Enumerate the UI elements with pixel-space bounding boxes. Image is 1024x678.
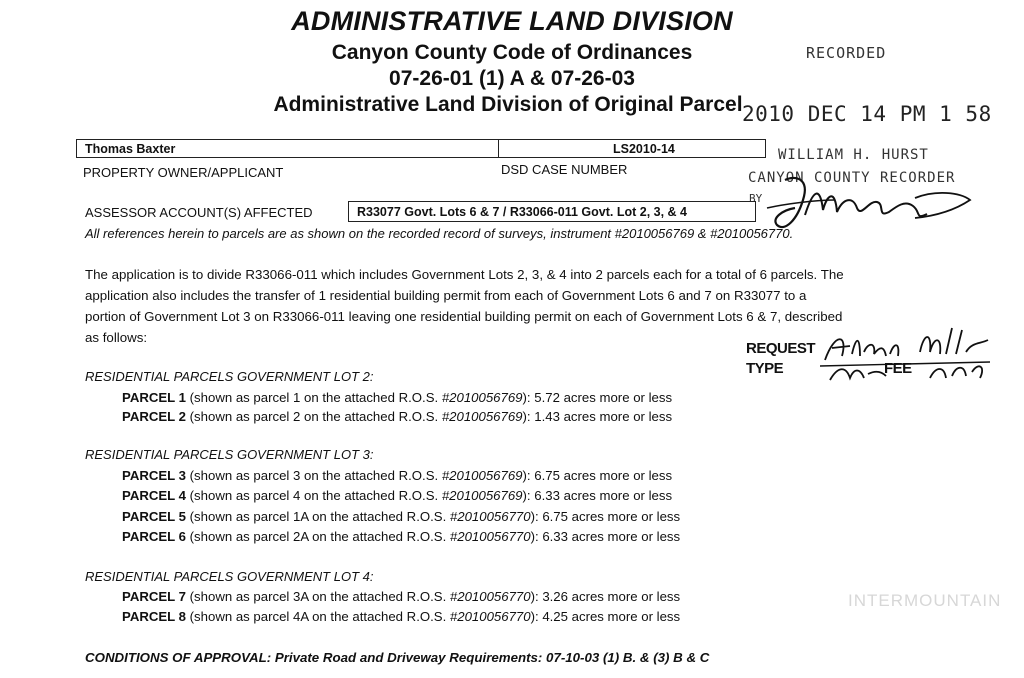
parcel-line xyxy=(122,390,672,405)
watermark-text: INTERMOUNTAIN xyxy=(848,591,1002,610)
section-heading-lot-2: RESIDENTIAL PARCELS GOVERNMENT LOT 2: xyxy=(85,369,374,384)
document-title: ADMINISTRATIVE LAND DIVISION xyxy=(291,6,733,36)
parcel-desc: (shown as parcel 2 on the attached R.O.S. xyxy=(186,409,442,424)
recorder-by-stamp: BY xyxy=(749,192,763,205)
parcel-ros: #2010056769 xyxy=(441,468,523,483)
parcel-line xyxy=(122,589,680,604)
parcel-name: PARCEL 2 xyxy=(122,409,186,424)
section-heading-lot-3: RESIDENTIAL PARCELS GOVERNMENT LOT 3: xyxy=(85,447,374,462)
owner-value: Thomas Baxter xyxy=(85,142,176,156)
parcel-line xyxy=(122,609,680,624)
parcel-line xyxy=(122,509,680,524)
case-number-value: LS2010-14 xyxy=(613,142,675,156)
parcel-desc: (shown as parcel 1A on the attached R.O.S. xyxy=(186,509,450,524)
subtitle-heading: Administrative Land Division of Original Parcel xyxy=(273,93,743,116)
request-handwriting-graphic xyxy=(820,322,995,386)
parcel-name: PARCEL 6 xyxy=(122,529,186,544)
ordinance-refs-heading: 07-26-01 (1) A & 07-26-03 xyxy=(389,67,635,90)
parcel-line xyxy=(122,529,680,544)
owner-label: PROPERTY OWNER/APPLICANT xyxy=(83,165,284,180)
recorder-name-stamp: WILLIAM H. HURST xyxy=(778,147,929,163)
parcel-ros: #2010056769 xyxy=(441,390,523,405)
parcel-ros: #2010056769 xyxy=(441,488,523,503)
references-note: All references herein to parcels are as shown on the recorded record of surveys, instrument #2010056769 & #2010056770. xyxy=(85,226,794,241)
recorder-signature-graphic xyxy=(765,170,980,240)
parcel-ros: #2010056770 xyxy=(449,509,531,524)
parcel-line xyxy=(122,488,672,503)
case-number-field-box xyxy=(498,139,766,158)
parcel-line xyxy=(122,468,672,483)
parcel-desc: (shown as parcel 2A on the attached R.O.S. xyxy=(186,529,450,544)
case-number-label: DSD CASE NUMBER xyxy=(501,162,628,177)
recorder-title-stamp: CANYON COUNTY RECORDER xyxy=(748,170,956,186)
assessor-accounts-box xyxy=(348,201,756,222)
parcel-acres: ): 6.33 acres more or less xyxy=(522,488,673,503)
application-line: The application is to divide R33066-011 which includes Government Lots 2, 3, & 4 into 2 parcels each for a total of 6 parcels. The xyxy=(85,267,844,282)
recorded-stamp: RECORDED xyxy=(806,44,887,62)
parcel-acres: ): 6.75 acres more or less xyxy=(522,468,673,483)
parcel-desc: (shown as parcel 4A on the attached R.O.S. xyxy=(186,609,450,624)
parcel-acres: ): 6.33 acres more or less xyxy=(530,529,681,544)
application-line: as follows: xyxy=(85,330,148,345)
application-line: application also includes the transfer of 1 residential building permit from each of Government Lots 6 and 7 on R33077 to a xyxy=(85,288,807,303)
owner-field-box xyxy=(76,139,499,158)
parcel-ros: #2010056770 xyxy=(449,589,531,604)
parcel-acres: ): 3.26 acres more or less xyxy=(530,589,681,604)
assessor-accounts-value: R33077 Govt. Lots 6 & 7 / R33066-011 Govt. Lot 2, 3, & 4 xyxy=(357,205,687,219)
parcel-desc: (shown as parcel 3A on the attached R.O.S. xyxy=(186,589,450,604)
parcel-name: PARCEL 7 xyxy=(122,589,186,604)
request-stamp-label: REQUEST xyxy=(746,340,816,357)
parcel-name: PARCEL 3 xyxy=(122,468,186,483)
parcel-acres: ): 4.25 acres more or less xyxy=(530,609,681,624)
type-stamp-label: TYPE xyxy=(746,360,784,377)
parcel-acres: ): 5.72 acres more or less xyxy=(522,390,673,405)
conditions-of-approval: CONDITIONS OF APPROVAL: Private Road and Driveway Requirements: 07-10-03 (1) B. & (3) B & C xyxy=(85,650,710,665)
parcel-acres: ): 1.43 acres more or less xyxy=(522,409,673,424)
parcel-acres: ): 6.75 acres more or less xyxy=(530,509,681,524)
application-line: portion of Government Lot 3 on R33066-011 leaving one residential building permit on each of Government Lots 6 & 7, described xyxy=(85,309,843,324)
recorded-date-stamp: 2010 DEC 14 PM 1 58 xyxy=(742,102,992,126)
parcel-name: PARCEL 5 xyxy=(122,509,186,524)
parcel-desc: (shown as parcel 4 on the attached R.O.S. xyxy=(186,488,442,503)
parcel-ros: #2010056770 xyxy=(449,529,531,544)
parcel-ros: #2010056770 xyxy=(449,609,531,624)
application-paragraph xyxy=(85,264,844,348)
parcel-desc: (shown as parcel 1 on the attached R.O.S. xyxy=(186,390,442,405)
parcel-name: PARCEL 1 xyxy=(122,390,186,405)
assessor-accounts-label: ASSESSOR ACCOUNT(S) AFFECTED xyxy=(85,205,313,220)
parcel-desc: (shown as parcel 3 on the attached R.O.S. xyxy=(186,468,442,483)
county-code-heading: Canyon County Code of Ordinances xyxy=(331,41,693,64)
fee-stamp-label: FEE xyxy=(884,360,912,377)
parcel-line xyxy=(122,409,672,424)
parcel-name: PARCEL 8 xyxy=(122,609,186,624)
parcel-ros: #2010056769 xyxy=(441,409,523,424)
parcel-name: PARCEL 4 xyxy=(122,488,186,503)
section-heading-lot-4: RESIDENTIAL PARCELS GOVERNMENT LOT 4: xyxy=(85,569,374,584)
